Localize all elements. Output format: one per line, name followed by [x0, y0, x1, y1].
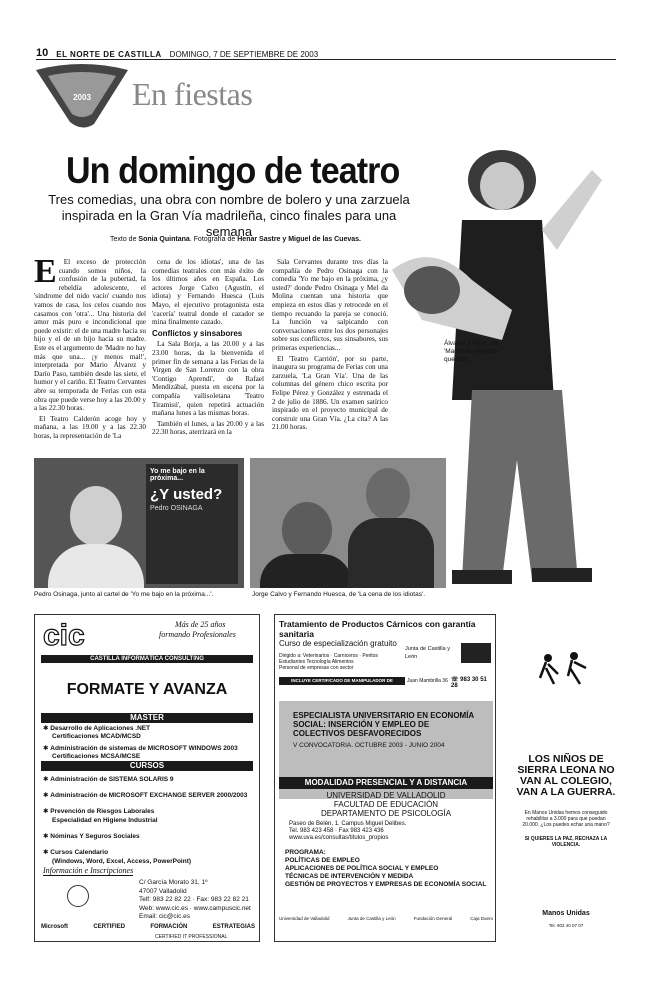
publication-date: DOMINGO, 7 DE SEPTIEMBRE DE 2003	[169, 50, 319, 59]
running-children-icon	[536, 650, 594, 686]
byline: Texto de Sonia Quintana. Fotografía de Henar Sastre y Miguel de las Cuevas.	[110, 236, 361, 243]
article-column-1	[34, 258, 146, 442]
osinaga-caption: Pedro Osinaga, junto al cartel de 'Yo me bajo en la próxima...'.	[34, 591, 214, 598]
subheadline: Tres comedias, una obra con nombre de bolero y una zarzuela inspirada en la Gran Vía madrileña, cinco finales para una semana	[48, 192, 410, 239]
eu-flag-icon	[461, 643, 491, 663]
article-column-3	[272, 258, 388, 458]
manos-unidas-advertisement[interactable]: LOS NIÑOS DE SIERRA LEONA NO VAN AL COLEGIO, VAN A LA GUERRA. En Manos Unidas hemos conseguido rehabilitar a 3.000 para que puedan 20.000. ¿Los puedes echar una mano? SI QUIERES LA PAZ, RECHAZA LA VIOLENCIA. Manos Unidas Tel. 902 40 07 07	[514, 650, 618, 950]
cic-headline: FORMATE Y AVANZA	[66, 681, 228, 698]
photographers: Henar Sastre y Miguel de las Cuevas.	[237, 236, 361, 243]
program-list: PROGRAMA: POLÍTICAS DE EMPLEO APLICACIONES DE POLÍTICA SOCIAL Y EMPLEO TÉCNICAS DE INTERVENCIÓN Y MEDIDA GESTIÓN DE PROYECTOS Y EMPRESAS DE ECONOMÍA SOCIAL	[285, 849, 487, 888]
page-header	[36, 46, 616, 60]
section-title: En fiestas	[132, 76, 253, 112]
play-poster: Yo me bajo en la próxima... ¿Y usted? Pedro OSINAGA	[146, 464, 238, 584]
logo-year: 2003	[73, 93, 91, 102]
drop-cap: E	[34, 258, 57, 290]
cic-advertisement[interactable]: Más de 25 años formando Profesionales cic CASTILLA INFORMÁTICA CONSULTING FORMATE Y AVANZA MASTER ✱ Desarrollo de Aplicaciones .NET Certificaciones MCAD/MCSD ✱ Administración de sistemas de MICROSOFT WINDOWS 2003 Certificaciones MCSA/MCSE CURSOS ✱ Administración de SISTEMA SOLARIS 9 ✱ Administración de MICROSOFT EXCHANGE SERVER 2000/2003 ✱ Prevención de Riesgos Laborales Especialidad en Higiene Industrial ✱ Nóminas Y Seguros Sociales ✱ Cursos Calendario (Windows, Word, Excel, Access, PowerPoint) Información e Inscripciones C/ García Morato 31, 1º 47007 Valladolid Telf: 983 22 82 22 · Fax: 983 22 82 21 Web: www.cic.es · www.campuscic.net Email: cic@cic.es Microsoft CERTIFIED FORMACIÓN ESTRATEGIAS CERTIFIED IT PROFESSIONAL	[34, 614, 260, 942]
manos-headline: LOS NIÑOS DE SIERRA LEONA NO VAN AL COLEGIO, VAN A LA GUERRA.	[516, 753, 616, 798]
cic-partner-logos: Microsoft CERTIFIED FORMACIÓN ESTRATEGIAS	[41, 924, 255, 930]
manos-brand: Manos Unidas	[542, 910, 590, 917]
paragraph: cena de los idiotas', una de las comedias teatrales con más éxito de los últimos años en España. Los actores Jorge Calvo (Agustín, el idiota) y Fernando Huesca (Luis Mayo, el ejecutivo protagonista esta 'cacería' teatral donde el cazador se mina finalmente cazado.	[152, 258, 264, 327]
seal-icon	[67, 885, 89, 907]
headline: Un domingo de teatro	[66, 150, 400, 191]
publication-name: EL NORTE DE CASTILLA	[56, 50, 162, 59]
specialist-panel: ESPECIALISTA UNIVERSITARIO EN ECONOMÍA SOCIAL: INSERCIÓN Y EMPLEO DE COLECTIVOS DESFAVORECIDOS V CONVOCATORIA. OCTUBRE 2003 - JUNIO 2004	[279, 701, 493, 799]
paragraph: El 'Teatro Carrión', por su parte, inaugura su programa de Ferias con una zarzuela, 'La Gran Vía'. Una de las columnas del género chico escrita por Felipe Pérez y González y estrenada el 2 de julio de 1886. Un examen satírico inspirado en el proyecto municipal de construir una Gran Vía. ¿La cita? A las 21.00 horas.	[272, 354, 388, 432]
cic-contact: C/ García Morato 31, 1º 47007 Valladolid Telf: 983 22 82 22 · Fax: 983 22 82 21 Web: www.cic.es · www.campuscic.net Email: cic@cic.es	[139, 879, 251, 920]
osinaga-photo	[34, 458, 244, 588]
master-list: ✱ Desarrollo de Aplicaciones .NET Certificaciones MCAD/MCSD ✱ Administración de sistemas de MICROSOFT WINDOWS 2003 Certificaciones MCSA/MCSE	[43, 725, 238, 760]
cic-logo: cic	[43, 619, 85, 652]
fiestas-logo-icon	[34, 62, 130, 130]
sponsor-logos: Universidad de Valladolid Junta de Castilla y León Fundación General Caja Duero	[279, 916, 493, 921]
course-details: Dirigido a: Veterinarios · Carniceros · Peritos Estudiantes Tecnología Alimentos Personal de empresas con sector	[279, 653, 378, 671]
paragraph: También el lunes, a las 20.00 y a las 22.30 horas, aterrizará en la	[152, 419, 264, 437]
cursos-list: ✱ Administración de SISTEMA SOLARIS 9 ✱ Administración de MICROSOFT EXCHANGE SERVER 2000/2003 ✱ Prevención de Riesgos Laborales Especialidad en Higiene Industrial ✱ Nóminas Y Seguros Sociales ✱ Cursos Calendario (Windows, Word, Excel, Access, PowerPoint)	[43, 776, 248, 865]
paragraph: El Teatro Calderón acoge hoy y mañana, a las 19.00 y a las 22.30 horas, la representación de 'La	[34, 414, 146, 440]
university-contact: Paseo de Belén, 1. Campus Miguel Delibes. Tel. 983 423 458 · Fax 983 423 436 www.uva.es/consultas/titulos_propios	[289, 821, 407, 841]
article-column-2	[152, 258, 264, 458]
paragraph: El exceso de protección cuando somos niños, la confusión de la pubertad, la rebeldía adolescente, el 'síndrome del nido vacío' cuando nos vamos de casa, los celos cuando nos casamos con 'otra'... Una historia del amor más puro e incondicional que puede existir: el de una madre hacia su hijo y el de un hijo hacia su madre. Este es el argumento de 'Madre no hay más que una... ¡y menos mal!', interpretada por Mario Álvarez y Darío Paso, también desde las siete, el humor y el cariño. El Teatro Cervantes abre su temporada de Ferias con esta obra que puede verse hoy a las 20.00 y a las 22.30 horas.	[34, 258, 146, 413]
page-number: 10	[36, 47, 49, 59]
university-name: UNIVERSIDAD DE VALLADOLID FACULTAD DE EDUCACIÓN DEPARTAMENTO DE PSICOLOGÍA	[320, 791, 452, 818]
subheading: Conflictos y sinsabores	[152, 328, 243, 338]
paragraph: La Sala Borja, a las 20.00 y a las 23.00 horas, da la bienvenida el primer fin de semana a las Ferias de la Virgen de San Lorenzo con la obra 'Contigo Aprendí', de Rafael Mendizábal, puesta en escena por la compañía vallisoletana 'Teatro Tiramisú', quien repetirá actuación mañana lunes a las mismas horas.	[152, 340, 264, 418]
paragraph: Sala Cervantes durante tres días la compañía de Pedro Osinaga con la comedia 'Yo me bajo en la próxima, ¿y usted?' donde Pedro Osinaga y Mel da Molina cuentan una historia que empieza en estos días y retrocede en el tiempo recuando la pareja se conoció. La función va salpicando con conversaciones entre los dos personajes sobre sus conflictos, sus sinsabores, sus primeras experiencias...	[272, 258, 388, 352]
training-advertisement[interactable]: Tratamiento de Productos Cárnicos con garantía sanitaria Curso de especialización gratuito Dirigido a: Veterinarios · Carniceros · Peritos Estudiantes Tecnología Alimentos Personal de empresas con sector Junta de Castilla y León INCLUYE CERTIFICADO DE MANIPULADOR DE ALIMENTOS Juan Mambrilla 36 ☏ 983 30 51 28 ESPECIALISTA UNIVERSITARIO EN ECONOMÍA SOCIAL: INSERCIÓN Y EMPLEO DE COLECTIVOS DESFAVORECIDOS V CONVOCATORIA. OCTUBRE 2003 - JUNIO 2004 MODALIDAD PRESENCIAL Y A DISTANCIA UNIVERSIDAD DE VALLADOLID FACULTAD DE EDUCACIÓN DEPARTAMENTO DE PSICOLOGÍA Paseo de Belén, 1. Campus Miguel Delibes. Tel. 983 423 458 · Fax 983 423 436 www.uva.es/consultas/titulos_propios PROGRAMA: POLÍTICAS DE EMPLEO APLICACIONES DE POLÍTICA SOCIAL Y EMPLEO TÉCNICAS DE INTERVENCIÓN Y MEDIDA GESTIÓN DE PROYECTOS Y EMPRESAS DE ECONOMÍA SOCIAL Universidad de Valladolid Junta de Castilla y León Fundación General Caja Duero	[274, 614, 496, 942]
author: Sonia Quintana	[138, 236, 190, 243]
dancers-caption: Álvarez y Paso, de 'Madre no hay más que una'.	[444, 340, 500, 363]
calvo-caption: Jorge Calvo y Fernando Huesca, de 'La cena de los idiotas'.	[252, 591, 426, 598]
calvo-huesca-photo	[250, 458, 446, 588]
